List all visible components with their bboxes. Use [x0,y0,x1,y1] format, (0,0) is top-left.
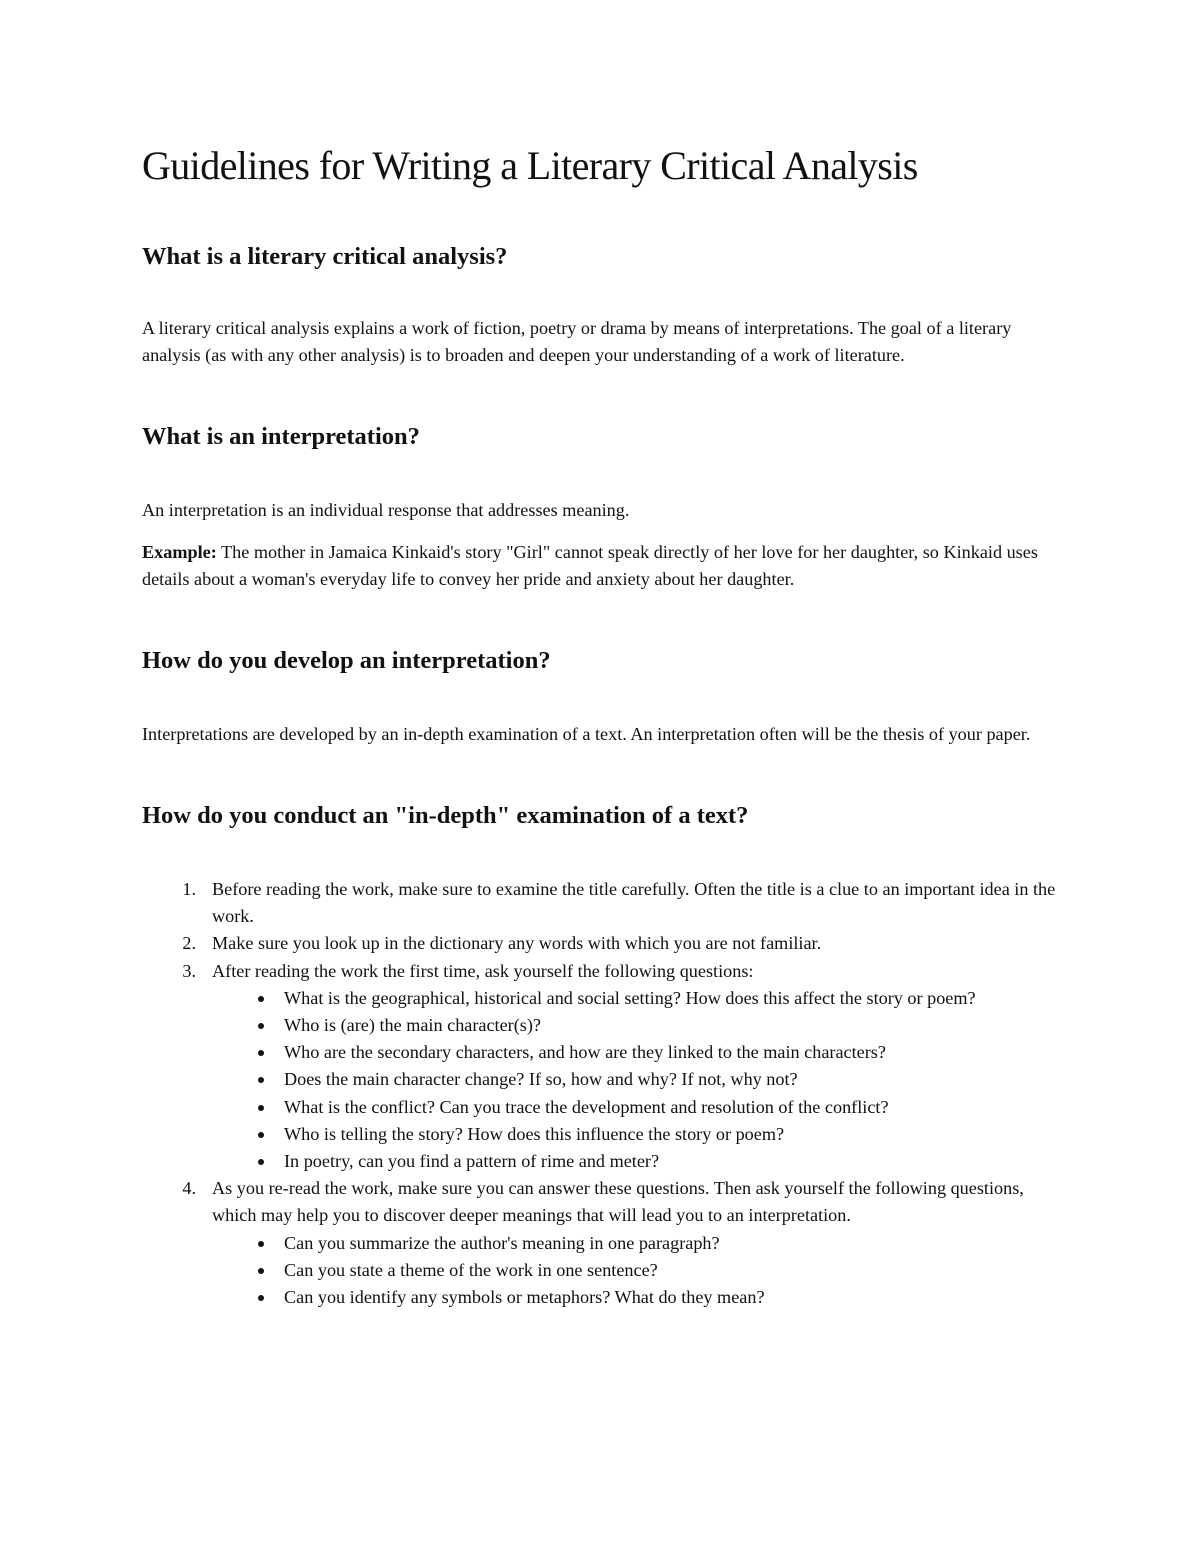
step-text: Make sure you look up in the dictionary any words with which you are not familiar. [212,933,822,954]
example-text: The mother in Jamaica Kinkaid's story "Girl" cannot speak directly of her love for her daughter, so Kinkaid uses details about a woman's everyday life to convey her pride and anxiety about her daughter. [142,542,1038,589]
question-list [212,1230,1072,1312]
list-item [212,1012,1072,1039]
step-text: Before reading the work, make sure to examine the title carefully. Often the title is a clue to an important idea in the work. [212,879,1056,927]
page-title: Guidelines for Writing a Literary Critical Analysis [142,143,918,188]
step-item [142,958,1072,1176]
bullet-icon [258,1159,264,1165]
paragraph-interpretation-definition: An interpretation is an individual response that addresses meaning. [142,500,630,520]
step-number: 1. [182,879,196,899]
bullet-icon [258,1132,264,1138]
step-number: 3. [182,960,196,981]
question-text: Who is (are) the main character(s)? [284,1015,542,1036]
bullet-icon [258,1077,264,1083]
steps-list [142,876,1072,1311]
question-text: In poetry, can you find a pattern of rime and meter? [284,1151,660,1172]
list-item [212,1230,1072,1257]
question-list [212,985,1072,1175]
bullet-icon [258,1268,264,1274]
bullet-icon [258,1050,264,1056]
list-item [212,1121,1072,1148]
question-text: Can you summarize the author's meaning in one paragraph? [284,1232,720,1253]
step-item [142,1175,1072,1311]
example-label: Example: [142,542,217,562]
step-item [142,876,1072,930]
list-item [212,1094,1072,1121]
question-text: What is the conflict? Can you trace the development and resolution of the conflict? [284,1096,889,1117]
question-text: What is the geographical, historical and social setting? How does this affect the story or poem? [284,987,976,1008]
step-text: After reading the work the first time, ask yourself the following questions: [212,960,754,981]
bullet-icon [258,1023,264,1029]
question-text: Who is telling the story? How does this influence the story or poem? [284,1123,785,1144]
question-text: Can you identify any symbols or metaphors? What do they mean? [284,1287,765,1308]
heading-in-depth-examination: How do you conduct an "in-depth" examination of a text? [142,802,749,829]
paragraph-example [142,539,1072,593]
step-number: 2. [182,933,196,954]
heading-what-is-analysis: What is a literary critical analysis? [142,243,508,270]
list-item [212,1257,1072,1284]
question-text: Who are the secondary characters, and how are they linked to the main characters? [284,1042,886,1063]
paragraph-analysis-definition: A literary critical analysis explains a work of fiction, poetry or drama by means of interpretations. The goal of a literary analysis (as with any other analysis) is to broaden and deepen your understanding of a work of literature. [142,318,1012,365]
paragraph-develop-interpretation: Interpretations are developed by an in-depth examination of a text. An interpretation often will be the thesis of your paper. [142,724,1031,744]
question-text: Can you state a theme of the work in one sentence? [284,1259,658,1280]
bullet-icon [258,1105,264,1111]
question-text: Does the main character change? If so, how and why? If not, why not? [284,1069,798,1090]
step-number: 4. [182,1178,196,1199]
list-item [212,1284,1072,1311]
bullet-icon [258,1295,264,1301]
heading-develop-interpretation: How do you develop an interpretation? [142,647,551,674]
list-item [212,1148,1072,1175]
step-item [142,930,1072,957]
step-text: As you re-read the work, make sure you can answer these questions. Then ask yourself the following questions, which may help you to discover deeper meanings that will lead you to an interpretation. [212,1178,1024,1226]
list-item [212,1066,1072,1093]
bullet-icon [258,1241,264,1247]
heading-what-is-interpretation: What is an interpretation? [142,423,420,450]
bullet-icon [258,996,264,1002]
list-item [212,1039,1072,1066]
list-item [212,985,1072,1012]
